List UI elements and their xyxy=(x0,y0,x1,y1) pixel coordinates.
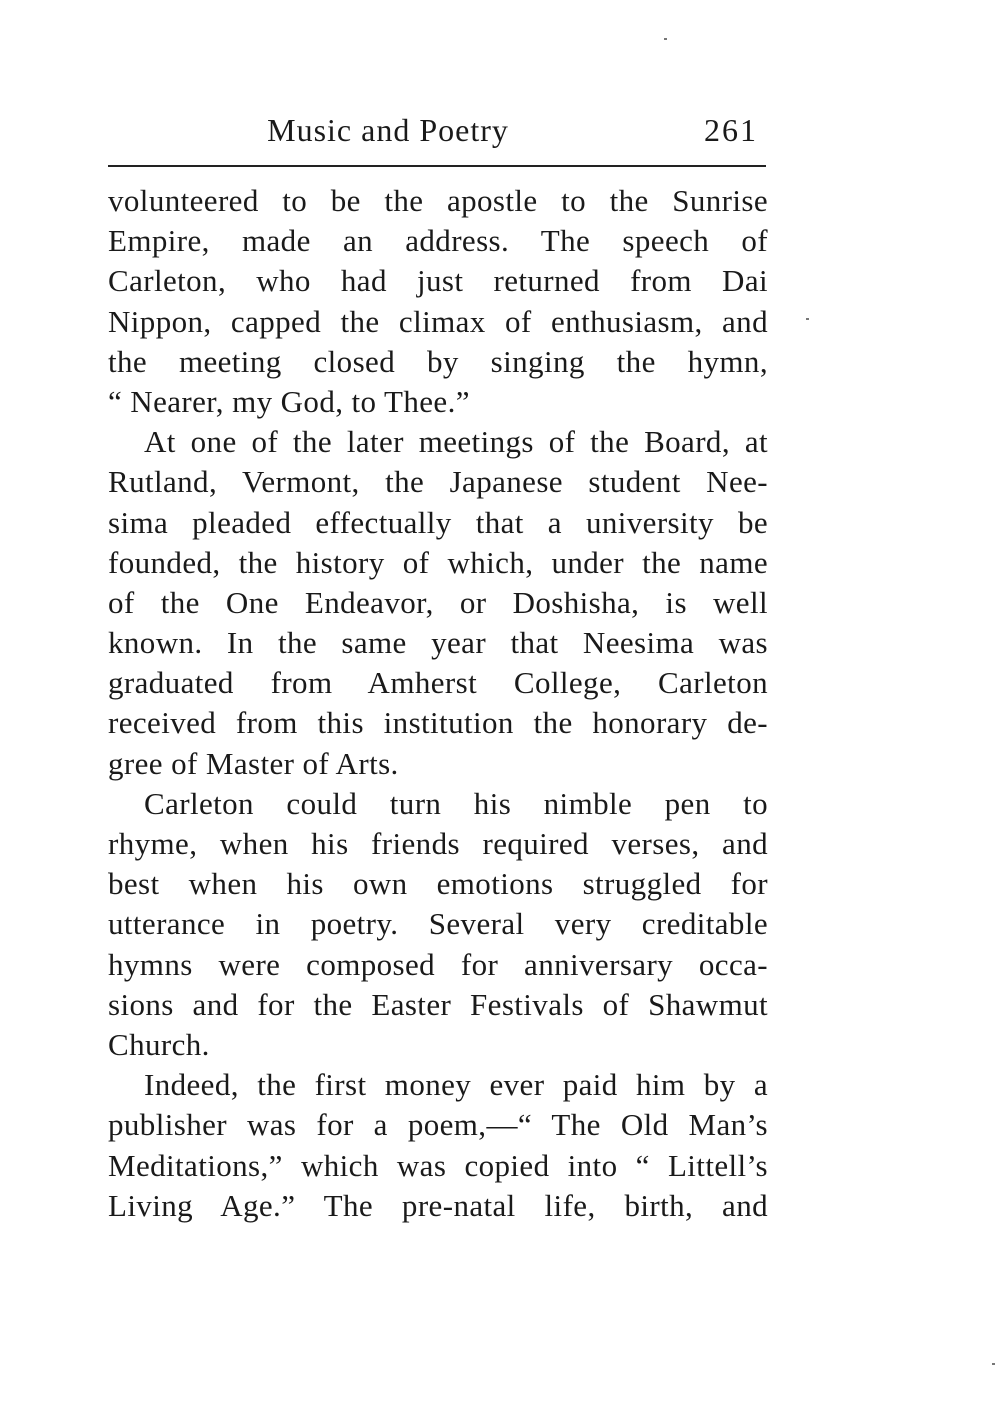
text-line: Rutland, Vermont, the Japanese student Nee- xyxy=(108,464,768,500)
text-line: At one of the later meetings of the Board, at xyxy=(144,424,768,460)
scan-speck xyxy=(664,38,667,40)
running-title: Music and Poetry xyxy=(267,112,509,148)
text-line: founded, the history of which, under the name xyxy=(108,544,768,580)
text-line: rhyme, when his friends required verses, and xyxy=(108,826,768,861)
header-rule xyxy=(108,165,766,167)
text-line: Empire, made an address. The speech of xyxy=(108,223,768,259)
text-line: the meeting closed by singing the hymn, xyxy=(108,343,768,379)
text-line: sima pleaded effectually that a university be xyxy=(108,504,768,540)
text-line: Church. xyxy=(108,1026,210,1062)
text-line: Carleton could turn his nimble pen to xyxy=(144,785,768,821)
text-line: Indeed, the first money ever paid him by a xyxy=(144,1067,768,1103)
running-head xyxy=(108,108,766,158)
text-line: known. In the same year that Neesima was xyxy=(108,625,768,661)
page-number: 261 xyxy=(704,112,758,148)
text-line: of the One Endeavor, or Doshisha, is well xyxy=(108,584,768,620)
text-line: gree of Master of Arts. xyxy=(108,745,399,781)
text-line: sions and for the Easter Festivals of Shawmut xyxy=(108,986,768,1022)
text-line: utterance in poetry. Several very creditable xyxy=(108,906,768,942)
text-line: best when his own emotions struggled for xyxy=(108,866,768,902)
text-line: hymns were composed for anniversary occa- xyxy=(108,946,768,982)
text-line: “ Nearer, my God, to Thee.” xyxy=(108,383,470,419)
body-text xyxy=(108,181,768,1226)
text-line: Nippon, capped the climax of enthusiasm, and xyxy=(108,303,768,339)
text-line: Living Age.” The pre-natal life, birth, and xyxy=(108,1187,768,1223)
text-line: received from this institution the honorary de- xyxy=(108,705,768,741)
scan-speck xyxy=(992,1363,995,1365)
scan-speck xyxy=(806,318,809,320)
text-line: Meditations,” which was copied into “ Littell’s xyxy=(108,1147,768,1183)
text-line: graduated from Amherst College, Carleton xyxy=(108,665,768,701)
text-line: volunteered to be the apostle to the Sunrise xyxy=(108,183,768,218)
text-line: publisher was for a poem,—“ The Old Man’s xyxy=(108,1107,768,1143)
text-line: Carleton, who had just returned from Dai xyxy=(108,263,768,299)
